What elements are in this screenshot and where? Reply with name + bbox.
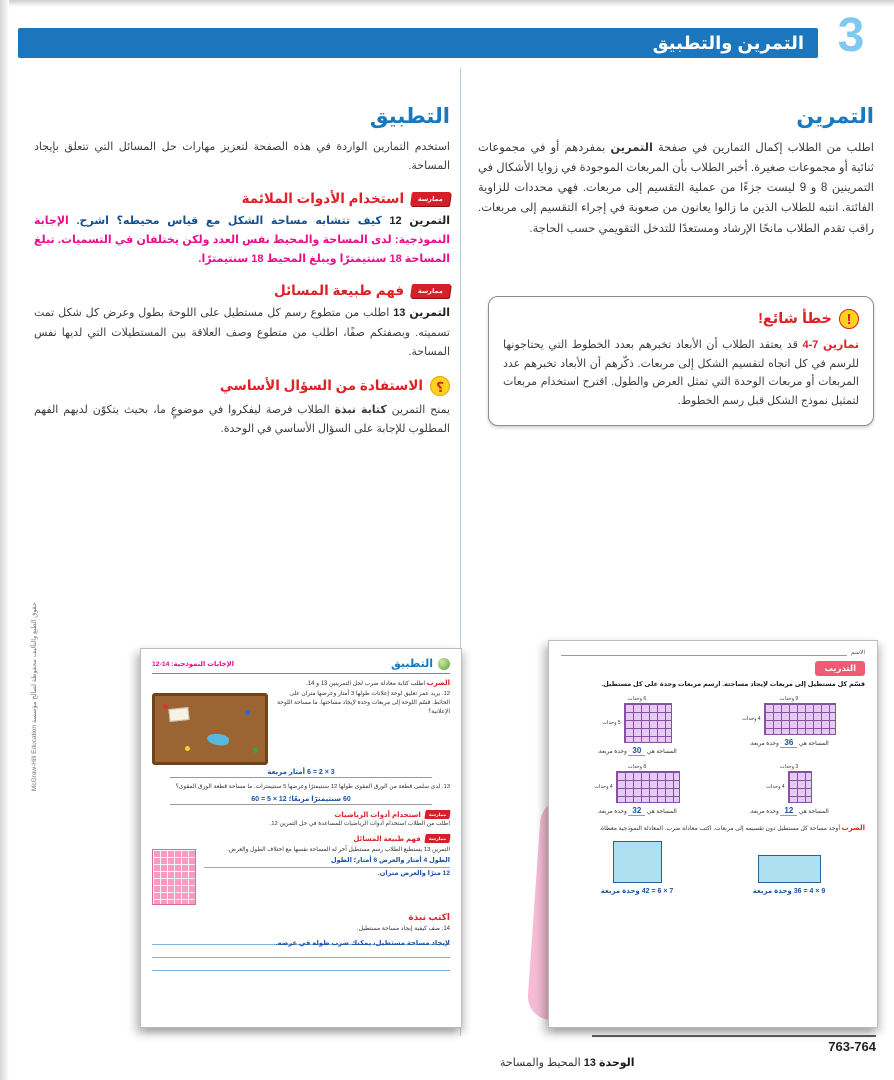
pin-icon [253, 748, 258, 753]
multiply-rectangle-figure [753, 855, 826, 895]
problem-nature-answer-2: 12 مترًا والعرض متران. [377, 870, 450, 878]
copyright-text: حقوق الطبع والتأليف محفوظة لصالح مؤسسة McGraw-Hill Education [31, 602, 38, 792]
answers-page-thumbnail [140, 648, 462, 1028]
note-icon [168, 707, 189, 722]
tools-heading-row [34, 191, 450, 207]
pink-grid-image [152, 849, 196, 905]
multiply-rectangle-figure [601, 841, 674, 895]
worksheet-instruction: قسّم كل مستطيل إلى مربعات لإيجاد مساحته. ارسم مربعات وحدة على كل مستطيل. [601, 681, 865, 688]
common-error-title-row [503, 309, 859, 329]
equation-answer: 7 × 6 = 42 وحدة مربعة [600, 888, 674, 896]
common-error-body: تمارين 7-4 قد يعتقد الطلاب أن الأبعاد تخبرهم بعدد الخطوط التي يحتاجونها للرسم في كل اتجاه لتقسيم الشكل إلى مربعات. ذكّرهم أن الأبعاد تخبرهم عدد المربعات أو مربعات الوحدة التي تمثل العرض والطول. اقترح استخدام مربعات لتمثيل نموذج الشكل قبل رسم الخطوط. [503, 339, 859, 408]
essential-question-paragraph: يمنح التمرين كتابة نبذة الطلاب فرصة ليفكروا في موضوعٍ ما، بحيث يتكوّن لديهم الفهم المطلوب للإجابة على السؤال الأساسي في الوحدة. [34, 404, 451, 436]
math-practice-badge-icon: ممارسة [424, 834, 451, 843]
problem-nature-row [152, 845, 450, 905]
fish-cutout-icon [206, 733, 229, 747]
answers-lead-row: الضرب اطلب كتابة معادلة ضرب لحل التمرينين 13 و 14. [306, 680, 450, 687]
math-tools-text: اطلب من الطلاب استخدام أدوات الرياضيات للمساعدة في حل التمرين 12. [269, 821, 450, 828]
pin-icon [185, 746, 190, 751]
practice-figures [561, 696, 865, 815]
math-practice-badge-icon: ممارسة [410, 284, 451, 298]
exercise-paragraph: اطلب من الطلاب إكمال التمارين في صفحة التمرين بمفردهم أو في مجموعات ثنائية أو مجموعات صغيرة. أخبر الطلاب بأن المربعات الموجودة في زوايا الأشكال في التمرينين 8 و 9 ليست جزءًا من عملية التقسيم إلى مربعات. فهي محددات للزاوية الفائتة. انتبه للطلاب الذين ما زالوا يعانون من صعوبة في إجراء التقسيم إلى مربعات. راقب تقدم الطلاب مانحًا الإرشاد ومستعدًا للتدخل التقويمي حسب الحاجة. [478, 142, 875, 235]
grid-figure: 3 وحدات 4 وحدات المساحة هي 12 وحدة مربعة. [749, 763, 829, 815]
corkboard-image [152, 693, 268, 765]
common-error-title: خطأ شائع! [758, 311, 832, 327]
name-label: الاسم [850, 650, 865, 656]
item-13-answer: 60 سنتيمترًا مربعًا؛ 12 × 5 = 60 [170, 795, 432, 805]
math-practice-badge-icon: ممارسة [424, 810, 451, 819]
answers-page-subtitle: الإجابات النموذجية: 14-12 [152, 660, 234, 668]
problem-nature-answer-1: الطول 4 أمتار والعرض 6 أمتار؛ الطول [204, 855, 450, 868]
page-left-edge [0, 0, 9, 1080]
pin-icon [245, 710, 250, 715]
math-tools-heading-row [152, 810, 450, 819]
page-top-edge [0, 0, 894, 7]
exercise-column [478, 104, 874, 239]
name-row [561, 649, 865, 656]
item-12-answer: 3 × 2 = 6 أمتار مربعة [170, 768, 432, 778]
problems-heading-row [34, 283, 450, 299]
problems-paragraph: التمرين 13 اطلب من متطوع رسم كل مستطيل على اللوحة بطول وعرض كل شكل تمت تسميته. وبصفتكم صفًا، اطلب من متطوع وصف العلاقة بين المستطيلات التي لديها نفس المساحة. [34, 307, 450, 358]
rectangle-image [758, 855, 821, 883]
unit-grid-image [788, 771, 812, 803]
equation-answer: 9 × 4 = 36 وحدة مربعة [752, 888, 826, 896]
area-answer: 30 [628, 746, 645, 756]
common-error-box [488, 296, 874, 426]
write-about-heading: اكتب نبذة [408, 912, 450, 923]
unit-grid-image [764, 703, 836, 735]
chapter-number: 3 [837, 9, 865, 62]
math-practice-badge-icon: ممارسة [410, 192, 451, 206]
problem-nature-heading-row [152, 834, 450, 843]
multiply-instruction: الضرب أوجد مساحة كل مستطيل دون تقسيمه إلى مربعات. اكتب معادلة ضرب. المعادلة النموذجية معطاة. [599, 824, 865, 832]
write-about-prompt: 14. صف كيفية إيجاد مساحة مستطيل. [356, 926, 450, 933]
unit-grid-image [616, 771, 680, 803]
practice-worksheet-thumbnail [548, 640, 878, 1028]
answers-page-title: التطبيق [390, 658, 433, 670]
grid-figure: 8 وحدات 4 وحدات المساحة هي 32 وحدة مربعة. [561, 764, 713, 815]
pin-icon [163, 704, 168, 709]
write-about-answer: لإيجاد مساحة مستطيل، يمكنك ضرب طوله في عرضه. [275, 940, 450, 948]
unit-grid-image [624, 703, 672, 743]
grid-figure: 6 وحدات 5 وحدات المساحة هي 30 وحدة مربعة. [597, 695, 677, 755]
tools-heading: استخدام الأدوات الملائمة [241, 190, 405, 206]
application-column [34, 104, 450, 440]
spiral-icon [438, 658, 450, 670]
footer-unit-title: الوحدة 13 المحيط والمساحة [500, 1057, 635, 1069]
chapter-header-bar [18, 28, 818, 58]
essential-question-heading-row [34, 376, 450, 396]
item-13-text: 13. لدى سلمى قطعة من الورق المقوى طولها 12 سنتيمترًا وعرضها 5 سنتيمترات. ما مساحة قطعة الورق المقوى؟ [175, 784, 450, 790]
math-tools-heading: استخدام أدوات الرياضيات [334, 811, 421, 819]
rectangle-image [613, 841, 662, 883]
problems-heading: فهم طبيعة المسائل [274, 283, 405, 299]
answers-page-header [152, 657, 450, 674]
item-12-row [152, 690, 450, 765]
multiply-rects [561, 841, 865, 895]
tools-paragraph: التمرين 12 كيف تتشابه مساحة الشكل مع قياس محيطه؟ اشرح. الإجابة النموذجية: لدى المساحة والمحيط نفس العدد ولكن يختلفان في التسميات. تبلغ المساحة 18 سنتيمترًا ويبلغ المحيط 18 سنتيمترًا. [34, 214, 450, 265]
exercise-heading: التمرين [796, 105, 874, 128]
footer-rule [592, 1035, 876, 1037]
name-blank-line [561, 649, 847, 656]
page-title: التمرين والتطبيق [652, 33, 804, 53]
grid-figure: 9 وحدات 4 وحدات المساحة هي 36 وحدة مربعة. [713, 696, 865, 755]
area-answer: 12 [780, 806, 797, 816]
item-12-text: 12. يريد عمر تعليق لوحة إعلانات طولها 3 أمتار وعرضها متران على الحائط. قسّم اللوحة إلى مربعات وحدة لإيجاد مساحتها. ما مساحة اللوحة الإعلانية؟ [277, 691, 450, 716]
multiply-lead: الضرب [841, 824, 865, 832]
problem-nature-text: التمرين 13 يستطيع الطلاب رسم مستطيل آخر له المساحة نفسها مع اختلاف الطول والعرض. [227, 847, 450, 854]
worksheet-title-badge: التدريب [815, 661, 865, 676]
area-answer: 36 [780, 738, 797, 748]
question-mark-icon: ؟ [430, 376, 450, 396]
ruled-line [152, 958, 450, 971]
area-answer: 32 [628, 806, 645, 816]
application-intro: استخدم التمارين الواردة في هذه الصفحة لتعزيز مهارات حل المسائل التي تتعلق بإيجاد المساحة. [34, 141, 450, 173]
problem-nature-heading: فهم طبيعة المسائل [353, 835, 421, 843]
essential-question-heading: الاستفادة من السؤال الأساسي [219, 378, 423, 393]
ruled-line [152, 932, 450, 948]
application-heading: التطبيق [369, 105, 450, 128]
problem-nature-text-block [204, 845, 450, 905]
footer-page-numbers: 763-764 [828, 1039, 876, 1054]
exclamation-icon: ! [839, 309, 859, 329]
